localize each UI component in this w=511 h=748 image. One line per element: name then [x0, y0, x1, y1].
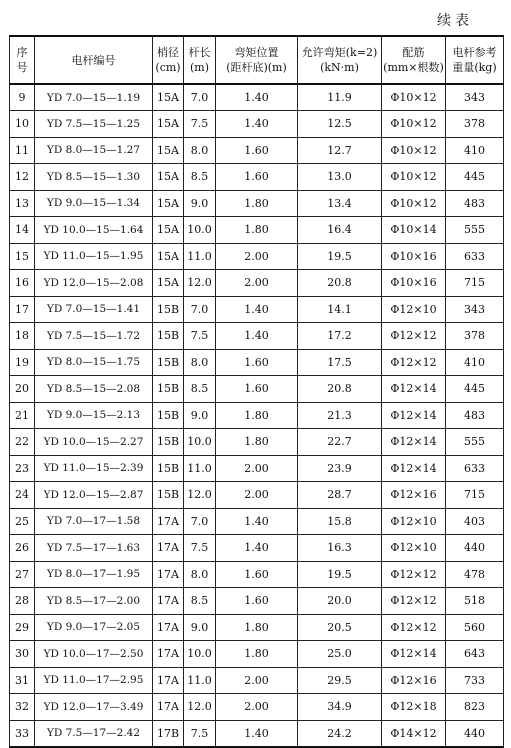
- pole-code-cell: YD 8.0—15—1.27: [35, 137, 153, 164]
- table-row: [10, 376, 504, 403]
- reinforcement-cell: Φ10×16: [382, 243, 446, 270]
- serial-no-cell: 23: [10, 455, 35, 482]
- pole-length-cell: 12.0: [184, 270, 216, 297]
- allowable-moment-cell: 11.9: [298, 84, 382, 111]
- pole-code-cell: YD 8.0—17—1.95: [35, 561, 153, 588]
- reinforcement-cell: Φ10×12: [382, 84, 446, 111]
- serial-no-cell: 28: [10, 588, 35, 615]
- table-row: [10, 296, 504, 323]
- header-line-2: (kN·m): [320, 61, 359, 74]
- serial-no-cell: 21: [10, 402, 35, 429]
- pole-code-cell: YD 9.0—15—2.13: [35, 402, 153, 429]
- pole-code-cell: YD 12.0—15—2.08: [35, 270, 153, 297]
- serial-no-cell: 15: [10, 243, 35, 270]
- allowable-moment-cell: 16.3: [298, 535, 382, 562]
- serial-no-cell: 26: [10, 535, 35, 562]
- allowable-moment-cell: 17.5: [298, 349, 382, 376]
- pole-code-cell: YD 7.5—15—1.25: [35, 111, 153, 138]
- tip-diameter-cell: 15A: [153, 190, 184, 217]
- serial-no-cell: 27: [10, 561, 35, 588]
- reinforcement-cell: Φ12×12: [382, 614, 446, 641]
- header-line-1: 杆长: [188, 46, 211, 59]
- pole-code-cell: YD 7.0—15—1.19: [35, 84, 153, 111]
- reinforcement-cell: Φ10×12: [382, 137, 446, 164]
- moment-position-cell: 1.80: [216, 641, 298, 668]
- reinforcement-cell: Φ10×16: [382, 270, 446, 297]
- reinforcement-cell: Φ10×12: [382, 164, 446, 191]
- table-row: [10, 349, 504, 376]
- pole-length-cell: 9.0: [184, 402, 216, 429]
- pole-code-cell: YD 7.5—15—1.72: [35, 323, 153, 350]
- allowable-moment-cell: 12.7: [298, 137, 382, 164]
- header-row: [10, 36, 504, 84]
- allowable-moment-cell: 34.9: [298, 694, 382, 721]
- pole-length-cell: 8.5: [184, 588, 216, 615]
- pole-length-cell: 10.0: [184, 429, 216, 456]
- allowable-moment-cell: 25.0: [298, 641, 382, 668]
- table-row: [10, 323, 504, 350]
- serial-no-cell: 13: [10, 190, 35, 217]
- weight-cell: 823: [446, 694, 504, 721]
- pole-code-cell: YD 8.5—17—2.00: [35, 588, 153, 615]
- tip-diameter-cell: 15B: [153, 349, 184, 376]
- col-reinforcement-header: [382, 36, 446, 84]
- tip-diameter-cell: 15B: [153, 455, 184, 482]
- weight-cell: 378: [446, 111, 504, 138]
- header-line-2: (cm): [155, 61, 181, 74]
- serial-no-cell: 20: [10, 376, 35, 403]
- allowable-moment-cell: 23.9: [298, 455, 382, 482]
- allowable-moment-cell: 24.2: [298, 720, 382, 747]
- header-line-2: 重量(kg): [452, 61, 497, 74]
- allowable-moment-cell: 29.5: [298, 667, 382, 694]
- pole-code-cell: YD 9.0—17—2.05: [35, 614, 153, 641]
- moment-position-cell: 1.80: [216, 217, 298, 244]
- weight-cell: 343: [446, 296, 504, 323]
- moment-position-cell: 1.40: [216, 111, 298, 138]
- allowable-moment-cell: 20.5: [298, 614, 382, 641]
- table-row: [10, 84, 504, 111]
- weight-cell: 633: [446, 455, 504, 482]
- reinforcement-cell: Φ14×12: [382, 720, 446, 747]
- allowable-moment-cell: 16.4: [298, 217, 382, 244]
- serial-no-cell: 30: [10, 641, 35, 668]
- reinforcement-cell: Φ12×10: [382, 535, 446, 562]
- pole-length-cell: 7.0: [184, 296, 216, 323]
- tip-diameter-cell: 15B: [153, 323, 184, 350]
- pole-spec-table: [9, 35, 504, 748]
- table-row: [10, 535, 504, 562]
- moment-position-cell: 1.60: [216, 137, 298, 164]
- tip-diameter-cell: 15B: [153, 296, 184, 323]
- weight-cell: 403: [446, 508, 504, 535]
- pole-length-cell: 8.0: [184, 561, 216, 588]
- tip-diameter-cell: 17A: [153, 694, 184, 721]
- allowable-moment-cell: 20.0: [298, 588, 382, 615]
- tip-diameter-cell: 15A: [153, 111, 184, 138]
- weight-cell: 555: [446, 217, 504, 244]
- col-allowable-moment-header: [298, 36, 382, 84]
- header-line-1: 梢径: [157, 46, 179, 59]
- serial-no-cell: 11: [10, 137, 35, 164]
- weight-cell: 440: [446, 720, 504, 747]
- allowable-moment-cell: 20.8: [298, 376, 382, 403]
- reinforcement-cell: Φ12×14: [382, 429, 446, 456]
- weight-cell: 478: [446, 561, 504, 588]
- moment-position-cell: 2.00: [216, 694, 298, 721]
- tip-diameter-cell: 15A: [153, 84, 184, 111]
- col-pole-length-header: [184, 36, 216, 84]
- weight-cell: 555: [446, 429, 504, 456]
- table-row: [10, 508, 504, 535]
- pole-length-cell: 7.5: [184, 111, 216, 138]
- pole-code-cell: YD 7.0—15—1.41: [35, 296, 153, 323]
- reinforcement-cell: Φ12×12: [382, 323, 446, 350]
- serial-no-cell: 9: [10, 84, 35, 111]
- reinforcement-cell: Φ12×12: [382, 349, 446, 376]
- weight-cell: 483: [446, 190, 504, 217]
- serial-no-cell: 10: [10, 111, 35, 138]
- moment-position-cell: 1.40: [216, 296, 298, 323]
- tip-diameter-cell: 15A: [153, 164, 184, 191]
- tip-diameter-cell: 15B: [153, 429, 184, 456]
- allowable-moment-cell: 21.3: [298, 402, 382, 429]
- allowable-moment-cell: 13.0: [298, 164, 382, 191]
- pole-length-cell: 9.0: [184, 190, 216, 217]
- col-moment-position-header: [216, 36, 298, 84]
- pole-code-cell: YD 7.5—17—2.42: [35, 720, 153, 747]
- table-row: [10, 482, 504, 509]
- header-line-1: 弯矩位置: [234, 46, 279, 59]
- weight-cell: 410: [446, 137, 504, 164]
- table-row: [10, 164, 504, 191]
- reinforcement-cell: Φ12×14: [382, 455, 446, 482]
- header-line-1: 配筋: [402, 46, 425, 59]
- table-caption: 续表: [437, 13, 473, 29]
- reinforcement-cell: Φ10×12: [382, 190, 446, 217]
- pole-code-cell: YD 10.0—17—2.50: [35, 641, 153, 668]
- pole-length-cell: 8.5: [184, 376, 216, 403]
- allowable-moment-cell: 12.5: [298, 111, 382, 138]
- serial-no-cell: 17: [10, 296, 35, 323]
- pole-length-cell: 8.5: [184, 164, 216, 191]
- tip-diameter-cell: 15B: [153, 482, 184, 509]
- tip-diameter-cell: 17A: [153, 667, 184, 694]
- reinforcement-cell: Φ12×10: [382, 296, 446, 323]
- serial-no-cell: 18: [10, 323, 35, 350]
- pole-length-cell: 11.0: [184, 667, 216, 694]
- pole-length-cell: 8.0: [184, 349, 216, 376]
- serial-no-cell: 32: [10, 694, 35, 721]
- tip-diameter-cell: 15A: [153, 137, 184, 164]
- header-line-1: 允许弯矩(k=2): [301, 46, 378, 59]
- pole-length-cell: 12.0: [184, 482, 216, 509]
- reinforcement-cell: Φ12×14: [382, 376, 446, 403]
- pole-code-cell: YD 11.0—15—2.39: [35, 455, 153, 482]
- reinforcement-cell: Φ12×18: [382, 694, 446, 721]
- tip-diameter-cell: 15A: [153, 270, 184, 297]
- weight-cell: 633: [446, 243, 504, 270]
- allowable-moment-cell: 20.8: [298, 270, 382, 297]
- weight-cell: 410: [446, 349, 504, 376]
- serial-no-cell: 16: [10, 270, 35, 297]
- weight-cell: 733: [446, 667, 504, 694]
- moment-position-cell: 1.40: [216, 508, 298, 535]
- tip-diameter-cell: 17A: [153, 614, 184, 641]
- weight-cell: 715: [446, 482, 504, 509]
- table-body: [10, 84, 504, 747]
- pole-code-cell: YD 8.0—15—1.75: [35, 349, 153, 376]
- pole-code-cell: YD 10.0—15—1.64: [35, 217, 153, 244]
- table-row: [10, 720, 504, 747]
- header-line-1: 序: [16, 46, 28, 59]
- weight-cell: 715: [446, 270, 504, 297]
- table-row: [10, 111, 504, 138]
- allowable-moment-cell: 28.7: [298, 482, 382, 509]
- pole-length-cell: 11.0: [184, 455, 216, 482]
- col-reference-weight-header: [446, 36, 504, 84]
- pole-code-cell: YD 11.0—17—2.95: [35, 667, 153, 694]
- reinforcement-cell: Φ12×14: [382, 402, 446, 429]
- tip-diameter-cell: 17A: [153, 561, 184, 588]
- col-tip-diameter-header: [153, 36, 184, 84]
- moment-position-cell: 2.00: [216, 243, 298, 270]
- header-line-1: 电杆编号: [71, 53, 116, 67]
- table-row: [10, 243, 504, 270]
- weight-cell: 560: [446, 614, 504, 641]
- allowable-moment-cell: 19.5: [298, 561, 382, 588]
- pole-code-cell: YD 10.0—15—2.27: [35, 429, 153, 456]
- header-line-2: 号: [16, 61, 28, 74]
- table-row: [10, 614, 504, 641]
- weight-cell: 483: [446, 402, 504, 429]
- table-row: [10, 217, 504, 244]
- reinforcement-cell: Φ12×16: [382, 667, 446, 694]
- serial-no-cell: 14: [10, 217, 35, 244]
- moment-position-cell: 1.80: [216, 402, 298, 429]
- moment-position-cell: 1.60: [216, 164, 298, 191]
- moment-position-cell: 1.40: [216, 720, 298, 747]
- pole-code-cell: YD 11.0—15—1.95: [35, 243, 153, 270]
- reinforcement-cell: Φ12×14: [382, 641, 446, 668]
- tip-diameter-cell: 17B: [153, 720, 184, 747]
- pole-length-cell: 10.0: [184, 217, 216, 244]
- weight-cell: 378: [446, 323, 504, 350]
- pole-length-cell: 7.5: [184, 720, 216, 747]
- reinforcement-cell: Φ10×12: [382, 111, 446, 138]
- tip-diameter-cell: 15A: [153, 217, 184, 244]
- allowable-moment-cell: 22.7: [298, 429, 382, 456]
- weight-cell: 518: [446, 588, 504, 615]
- moment-position-cell: 1.60: [216, 349, 298, 376]
- moment-position-cell: 1.40: [216, 535, 298, 562]
- pole-code-cell: YD 7.0—17—1.58: [35, 508, 153, 535]
- moment-position-cell: 1.60: [216, 588, 298, 615]
- table-row: [10, 641, 504, 668]
- moment-position-cell: 1.80: [216, 190, 298, 217]
- table-row: [10, 667, 504, 694]
- table-row: [10, 270, 504, 297]
- moment-position-cell: 2.00: [216, 270, 298, 297]
- serial-no-cell: 24: [10, 482, 35, 509]
- pole-length-cell: 7.0: [184, 508, 216, 535]
- serial-no-cell: 31: [10, 667, 35, 694]
- weight-cell: 440: [446, 535, 504, 562]
- pole-length-cell: 8.0: [184, 137, 216, 164]
- pole-length-cell: 7.5: [184, 535, 216, 562]
- pole-code-cell: YD 9.0—15—1.34: [35, 190, 153, 217]
- table-row: [10, 137, 504, 164]
- serial-no-cell: 19: [10, 349, 35, 376]
- pole-code-cell: YD 8.5—15—1.30: [35, 164, 153, 191]
- pole-length-cell: 12.0: [184, 694, 216, 721]
- allowable-moment-cell: 19.5: [298, 243, 382, 270]
- pole-length-cell: 11.0: [184, 243, 216, 270]
- reinforcement-cell: Φ12×12: [382, 561, 446, 588]
- pole-length-cell: 10.0: [184, 641, 216, 668]
- header-line-2: (距杆底)(m): [226, 61, 287, 74]
- moment-position-cell: 1.40: [216, 323, 298, 350]
- pole-code-cell: YD 12.0—15—2.87: [35, 482, 153, 509]
- col-serial-no-header: [10, 36, 35, 84]
- serial-no-cell: 29: [10, 614, 35, 641]
- tip-diameter-cell: 17A: [153, 508, 184, 535]
- moment-position-cell: 1.60: [216, 561, 298, 588]
- weight-cell: 445: [446, 376, 504, 403]
- table-row: [10, 429, 504, 456]
- tip-diameter-cell: 15A: [153, 243, 184, 270]
- pole-code-cell: YD 8.5—15—2.08: [35, 376, 153, 403]
- table-row: [10, 588, 504, 615]
- header-line-2: (mm×根数): [383, 61, 444, 74]
- table-row: [10, 190, 504, 217]
- table-row: [10, 561, 504, 588]
- col-pole-code-header: [35, 36, 153, 84]
- table-row: [10, 694, 504, 721]
- reinforcement-cell: Φ12×12: [382, 588, 446, 615]
- pole-length-cell: 7.0: [184, 84, 216, 111]
- reinforcement-cell: Φ10×14: [382, 217, 446, 244]
- moment-position-cell: 2.00: [216, 455, 298, 482]
- serial-no-cell: 22: [10, 429, 35, 456]
- pole-code-cell: YD 7.5—17—1.63: [35, 535, 153, 562]
- pole-length-cell: 7.5: [184, 323, 216, 350]
- moment-position-cell: 1.80: [216, 429, 298, 456]
- allowable-moment-cell: 13.4: [298, 190, 382, 217]
- moment-position-cell: 2.00: [216, 667, 298, 694]
- weight-cell: 445: [446, 164, 504, 191]
- reinforcement-cell: Φ12×10: [382, 508, 446, 535]
- tip-diameter-cell: 15B: [153, 376, 184, 403]
- pole-code-cell: YD 12.0—17—3.49: [35, 694, 153, 721]
- table-row: [10, 402, 504, 429]
- tip-diameter-cell: 17A: [153, 588, 184, 615]
- moment-position-cell: 1.40: [216, 84, 298, 111]
- table-row: [10, 455, 504, 482]
- weight-cell: 643: [446, 641, 504, 668]
- moment-position-cell: 1.60: [216, 376, 298, 403]
- serial-no-cell: 25: [10, 508, 35, 535]
- tip-diameter-cell: 17A: [153, 535, 184, 562]
- header-line-2: (m): [189, 61, 209, 74]
- allowable-moment-cell: 15.8: [298, 508, 382, 535]
- tip-diameter-cell: 17A: [153, 641, 184, 668]
- weight-cell: 343: [446, 84, 504, 111]
- allowable-moment-cell: 17.2: [298, 323, 382, 350]
- serial-no-cell: 12: [10, 164, 35, 191]
- header-line-1: 电杆参考: [452, 46, 497, 59]
- moment-position-cell: 2.00: [216, 482, 298, 509]
- serial-no-cell: 33: [10, 720, 35, 747]
- reinforcement-cell: Φ12×16: [382, 482, 446, 509]
- moment-position-cell: 1.80: [216, 614, 298, 641]
- allowable-moment-cell: 14.1: [298, 296, 382, 323]
- tip-diameter-cell: 15B: [153, 402, 184, 429]
- pole-length-cell: 9.0: [184, 614, 216, 641]
